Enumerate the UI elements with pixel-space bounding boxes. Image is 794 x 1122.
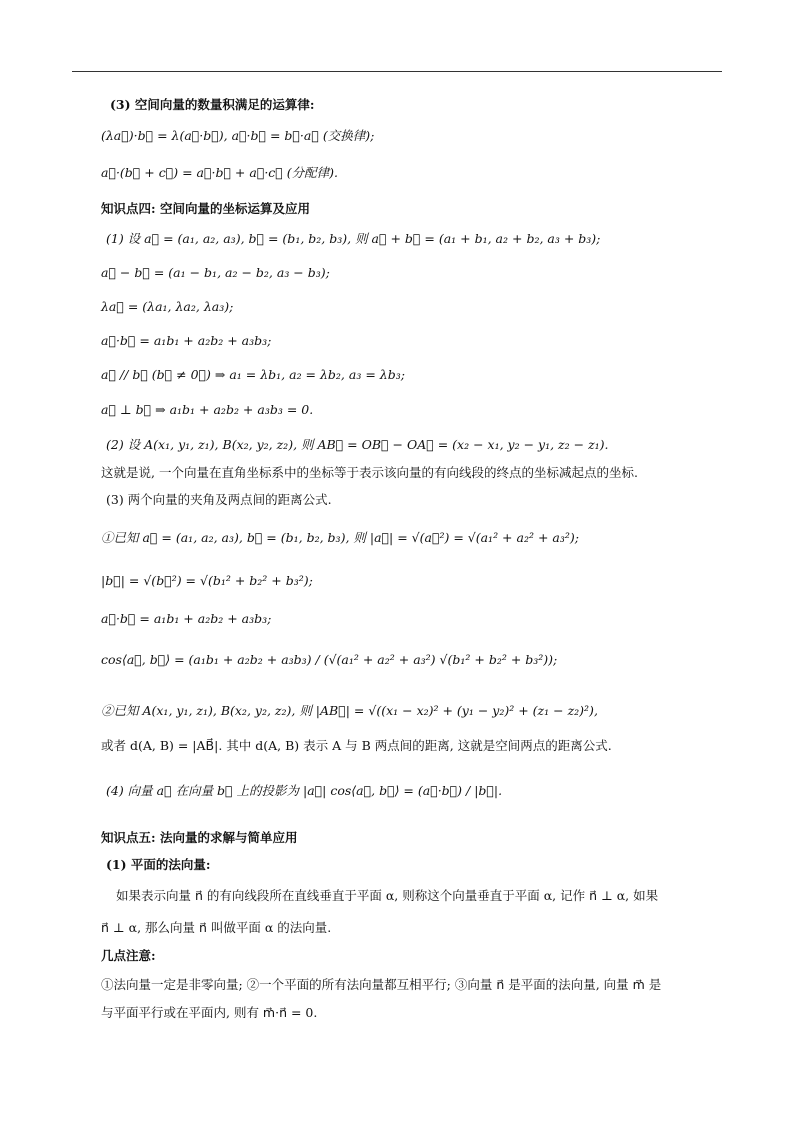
formula-line: a⃗ − b⃗ = (a₁ − b₁, a₂ − b₂, a₃ − b₃); xyxy=(101,265,330,280)
formula-line: λa⃗ = (λa₁, λa₂, λa₃); xyxy=(101,299,234,314)
text-line: 这就是说, 一个向量在直角坐标系中的坐标等于表示该向量的有向线段的终点的坐标减起点的坐标. xyxy=(101,465,638,480)
knowledge-point-4-heading: 知识点四: 空间向量的坐标运算及应用 xyxy=(101,201,310,216)
formula-line: |b⃗| = √(b⃗²) = √(b₁² + b₂² + b₃²); xyxy=(101,573,313,588)
formula-line: cos⟨a⃗, b⃗⟩ = (a₁b₁ + a₂b₂ + a₃b₃) / (√(a₁² + a₂² + a₃²) √(b₁² + b₂² + b₃²)); xyxy=(101,652,558,667)
text-line: 如果表示向量 n⃗ 的有向线段所在直线垂直于平面 α, 则称这个向量垂直于平面 α, 记作 n⃗ ⊥ α, 如果 xyxy=(116,888,659,903)
formula-line: a⃗ ⊥ b⃗ ⇒ a₁b₁ + a₂b₂ + a₃b₃ = 0. xyxy=(101,402,314,417)
text-line: ①法向量一定是非零向量; ②一个平面的所有法向量都互相平行; ③向量 n⃗ 是平面的法向量, 向量 m⃗ 是 xyxy=(101,977,662,992)
text-line: 与平面平行或在平面内, 则有 m⃗·n⃗ = 0. xyxy=(101,1005,318,1020)
text-line: n⃗ ⊥ α, 那么向量 n⃗ 叫做平面 α 的法向量. xyxy=(101,920,332,935)
formula-line: (1) 设 a⃗ = (a₁, a₂, a₃), b⃗ = (b₁, b₂, b₃), 则 a⃗ + b⃗ = (a₁ + b₁, a₂ + b₂, a₃ + b₃); xyxy=(106,231,601,246)
formula-line: ①已知 a⃗ = (a₁, a₂, a₃), b⃗ = (b₁, b₂, b₃), 则 |a⃗| = √(a⃗²) = √(a₁² + a₂² + a₃²); xyxy=(101,530,579,545)
knowledge-point-5-heading: 知识点五: 法向量的求解与简单应用 xyxy=(101,830,298,845)
formula-line: (λa⃗)·b⃗ = λ(a⃗·b⃗), a⃗·b⃗ = b⃗·a⃗ (交换律); xyxy=(101,128,375,143)
notes-heading: 几点注意: xyxy=(101,948,156,963)
formula-line: (4) 向量 a⃗ 在向量 b⃗ 上的投影为 |a⃗| cos⟨a⃗, b⃗⟩ = (a⃗·b⃗) / |b⃗|. xyxy=(106,783,503,798)
text-line: (3) 两个向量的夹角及两点间的距离公式. xyxy=(106,492,332,507)
text-line: 或者 d(A, B) = |AB⃗|. 其中 d(A, B) 表示 A 与 B 两点间的距离, 这就是空间两点的距离公式. xyxy=(101,738,612,753)
formula-line: (2) 设 A(x₁, y₁, z₁), B(x₂, y₂, z₂), 则 AB⃗ = OB⃗ − OA⃗ = (x₂ − x₁, y₂ − y₁, z₂ − z₁). xyxy=(106,437,609,452)
formula-line: ②已知 A(x₁, y₁, z₁), B(x₂, y₂, z₂), 则 |AB⃗| = √((x₁ − x₂)² + (y₁ − y₂)² + (z₁ − z₂)²), xyxy=(101,703,598,718)
section-3-heading: (3) 空间向量的数量积满足的运算律: xyxy=(110,97,315,112)
subsection-heading: (1) 平面的法向量: xyxy=(106,857,211,872)
formula-line: a⃗ // b⃗ (b⃗ ≠ 0⃗) ⇒ a₁ = λb₁, a₂ = λb₂, a₃ = λb₃; xyxy=(101,367,405,382)
header-rule xyxy=(72,71,722,72)
formula-line: a⃗·b⃗ = a₁b₁ + a₂b₂ + a₃b₃; xyxy=(101,611,272,626)
formula-line: a⃗·b⃗ = a₁b₁ + a₂b₂ + a₃b₃; xyxy=(101,333,272,348)
formula-line: a⃗·(b⃗ + c⃗) = a⃗·b⃗ + a⃗·c⃗ (分配律). xyxy=(101,165,339,180)
